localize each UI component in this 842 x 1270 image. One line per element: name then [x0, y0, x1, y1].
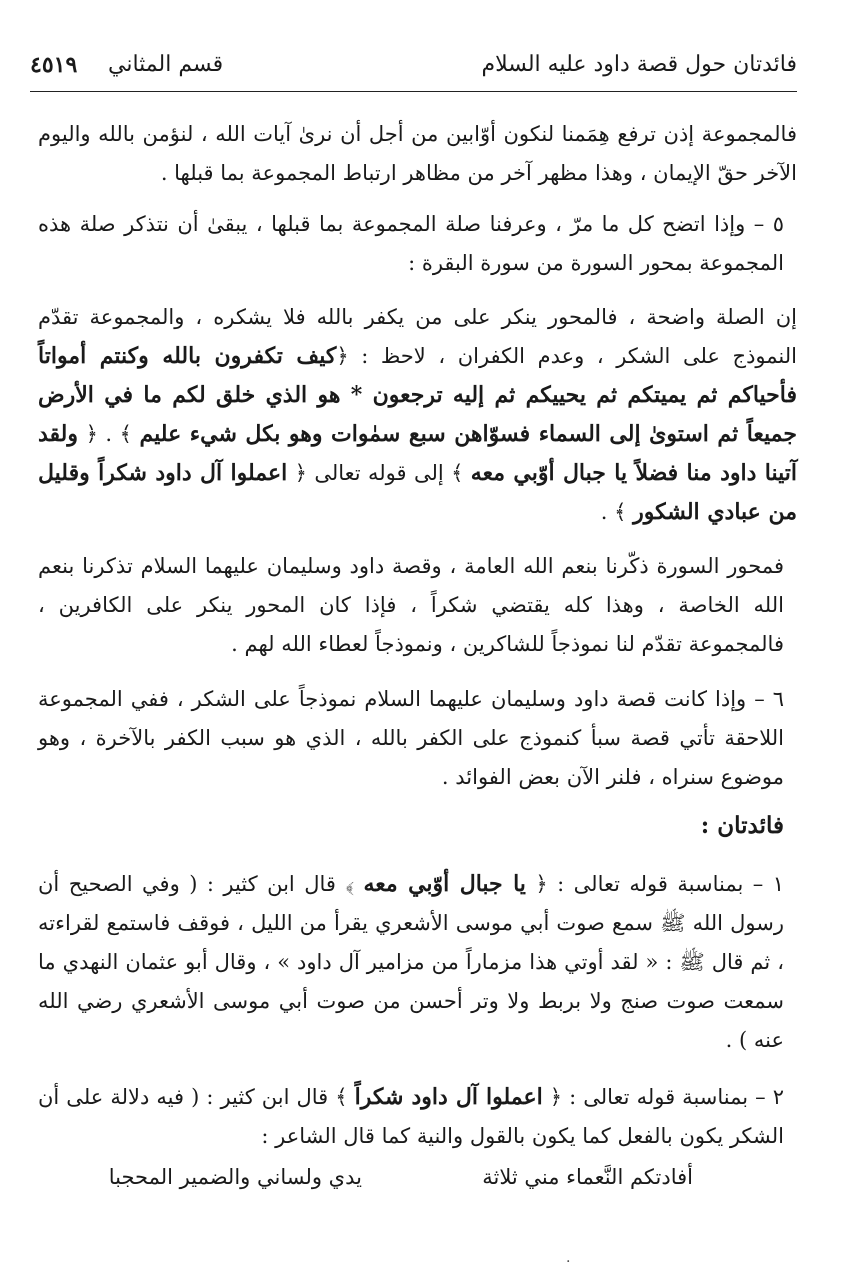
quran-quote-2: ولقد آتينا داود منا فضلاً يا جبال أوّبي معه: [38, 421, 797, 486]
benefit-1-intro: ١ – بمناسبة قوله تعالى : ﴿: [535, 872, 784, 896]
section-name: قسم المثاني: [108, 52, 224, 77]
page-header: [30, 52, 797, 88]
paragraph-4: فمحور السورة ذكّرنا بنعم الله العامة ، وقصة داود وسليمان عليهما السلام تذكرنا بنعم الله الخاصة ، وهذا كله يقتضي شكراً ، فإذا كان المحور ينكر على الكافرين ، فالمجموعة تقدّم لنا نموذجاً للشاكرين ، ونموذجاً لعطاء الله لهم .: [38, 554, 784, 656]
chapter-title: فائدتان حول قصة داود عليه السلام: [481, 52, 797, 77]
paragraph-3-intro: إن الصلة واضحة ، فالمحور ينكر على من يكفر بالله فلا يشكره ، والمجموعة تقدّم النموذج على الشكر ، وعدم الكفران ، لاحظ : ﴿: [38, 305, 797, 368]
footer-mark: .: [566, 1250, 571, 1266]
header-rule: [30, 91, 797, 92]
verse-hemistich-1: أفادتكم النَّعماء مني ثلاثة: [482, 1165, 693, 1189]
paragraph-1: فالمجموعة إذن ترفع هِمَمنا لنكون أوّابين من أجل أن نرىٰ آيات الله ، لنؤمن بالله واليوم الآخر حقّ الإيمان ، وهذا مظهر آخر من مظاهر ارتباط المجموعة بما قبلها .: [38, 122, 797, 185]
paragraph-2: ٥ – وإذا اتضح كل ما مرّ ، وعرفنا صلة المجموعة بما قبلها ، يبقىٰ أن نتذكر صلة هذه المجموعة بمحور السورة من سورة البقرة :: [38, 212, 784, 275]
quran-quote-1: كيف تكفرون بالله وكنتم أمواتاً فأحياكم ثم يميتكم ثم يحييكم ثم إليه ترجعون * هو الذي خلق لكم ما في الأرض جميعاً ثم استوىٰ إلى السماء فسوّاهن سبع سمٰوات وهو بكل شيء عليم: [38, 343, 797, 447]
paragraph-3-mid-2: ﴾ إلى قوله تعالى ﴿: [294, 461, 464, 485]
benefit-2-text: ﴾ قال ابن كثير : ( فيه دلالة على أن الشكر يكون بالفعل كما يكون بالقول والنية كما قال الشاعر :: [38, 1085, 784, 1148]
benefit-1-quote: يا جبال أوّبي معه: [363, 871, 526, 897]
page-number: ٤٥١٩: [30, 52, 78, 78]
paragraph-5: ٦ – وإذا كانت قصة داود وسليمان عليهما السلام نموذجاً على الشكر ، ففي المجموعة اللاحقة تأتي قصة سبأ كنموذج على الكفر بالله ، الذي هو سبب الكفر بالآخرة ، وهو موضوع سنراه ، فلنر الآن بعض الفوائد .: [38, 687, 784, 789]
benefit-2: [38, 1078, 784, 1156]
benefit-1: [38, 865, 784, 1060]
benefit-2-quote: اعملوا آل داود شكراً: [354, 1084, 543, 1110]
benefit-2-intro: ٢ – بمناسبة قوله تعالى : ﴿: [549, 1085, 784, 1109]
verse-hemistich-2: يدي ولساني والضمير المحجبا: [108, 1165, 362, 1189]
paragraph-3: [38, 298, 797, 532]
section-heading: فائدتان :: [700, 812, 784, 839]
paragraph-3-mid-1: ﴾ . ﴿: [85, 422, 132, 446]
quran-quote-3: اعملوا آل داود شكراً وقليل من عبادي الشكور: [38, 460, 797, 525]
benefit-1-text: ﴾ قال ابن كثير : ( وفي الصحيح أن رسول الله ﷺ سمع صوت أبي موسى الأشعري يقرأ من الليل ، فوقف فاستمع لقراءته ، ثم قال ﷺ : « لقد أوتي هذا مزماراً من مزامير آل داود » ، وقال أبو عثمان النهدي ما سمعت صوت صنج ولا بربط ولا وتر أحسن من صوت أبي موسى الأشعري رضي الله عنه ) .: [38, 872, 784, 1052]
paragraph-3-end: ﴾ .: [600, 500, 627, 524]
